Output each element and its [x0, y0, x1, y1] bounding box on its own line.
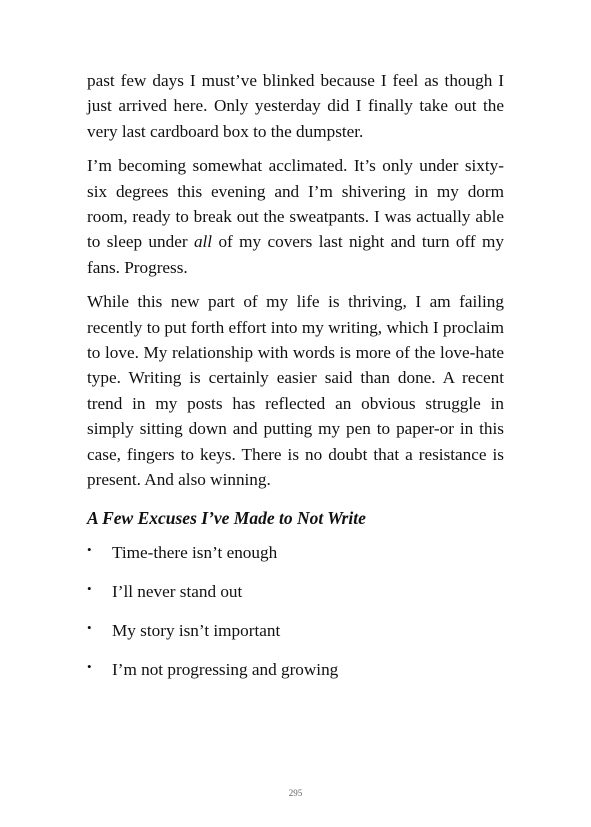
paragraph-2-text-after: of my covers last night and turn off my fans. Progress.	[87, 232, 504, 277]
list-item-text: I’m not progressing and growing	[112, 659, 339, 679]
list-item-text: My story isn’t important	[112, 620, 281, 640]
paragraph-1	[87, 68, 504, 144]
list-item	[87, 540, 504, 565]
list-item-text: I’ll never stand out	[112, 581, 243, 601]
bullet-icon: •	[87, 541, 92, 557]
page-number: 295	[288, 788, 303, 798]
list-item-text: Time-there isn’t enough	[112, 542, 278, 562]
bullet-icon: •	[87, 658, 92, 674]
paragraph-1-text: past few days I must’ve blinked because I feel as though I just arrived here. Only yesterday did I finally take out the very last cardboard box to the dumpster.	[87, 71, 504, 141]
bullet-icon: •	[87, 619, 92, 635]
bullet-icon: •	[87, 580, 92, 596]
paragraph-2-emphasis: all	[193, 232, 213, 252]
paragraph-2-text-before: I’m becoming somewhat acclimated. It’s only under sixty-six degrees this evening and I’m shivering in my dorm room, ready to break out the sweatpants. I was actually able to sleep under	[87, 156, 504, 252]
page-content	[87, 68, 504, 696]
paragraph-3-text: While this new part of my life is thriving, I am failing recently to put forth effort into my writing, which I proclaim to love. My relationship with words is more of the love-hate type. Writing is certainly easier said than done. A recent trend in my posts has reflected an obvious struggle in simply sitting down and putting my pen to paper-or in this case, fingers to keys. There is no doubt that a resistance is present. And also winning.	[87, 292, 504, 490]
paragraph-2	[87, 153, 504, 280]
excuses-list	[87, 540, 504, 682]
section-heading: A Few Excuses I’ve Made to Not Write	[87, 507, 366, 528]
list-item	[87, 657, 504, 682]
list-item	[87, 579, 504, 604]
list-item	[87, 618, 504, 643]
paragraph-3	[87, 289, 504, 492]
